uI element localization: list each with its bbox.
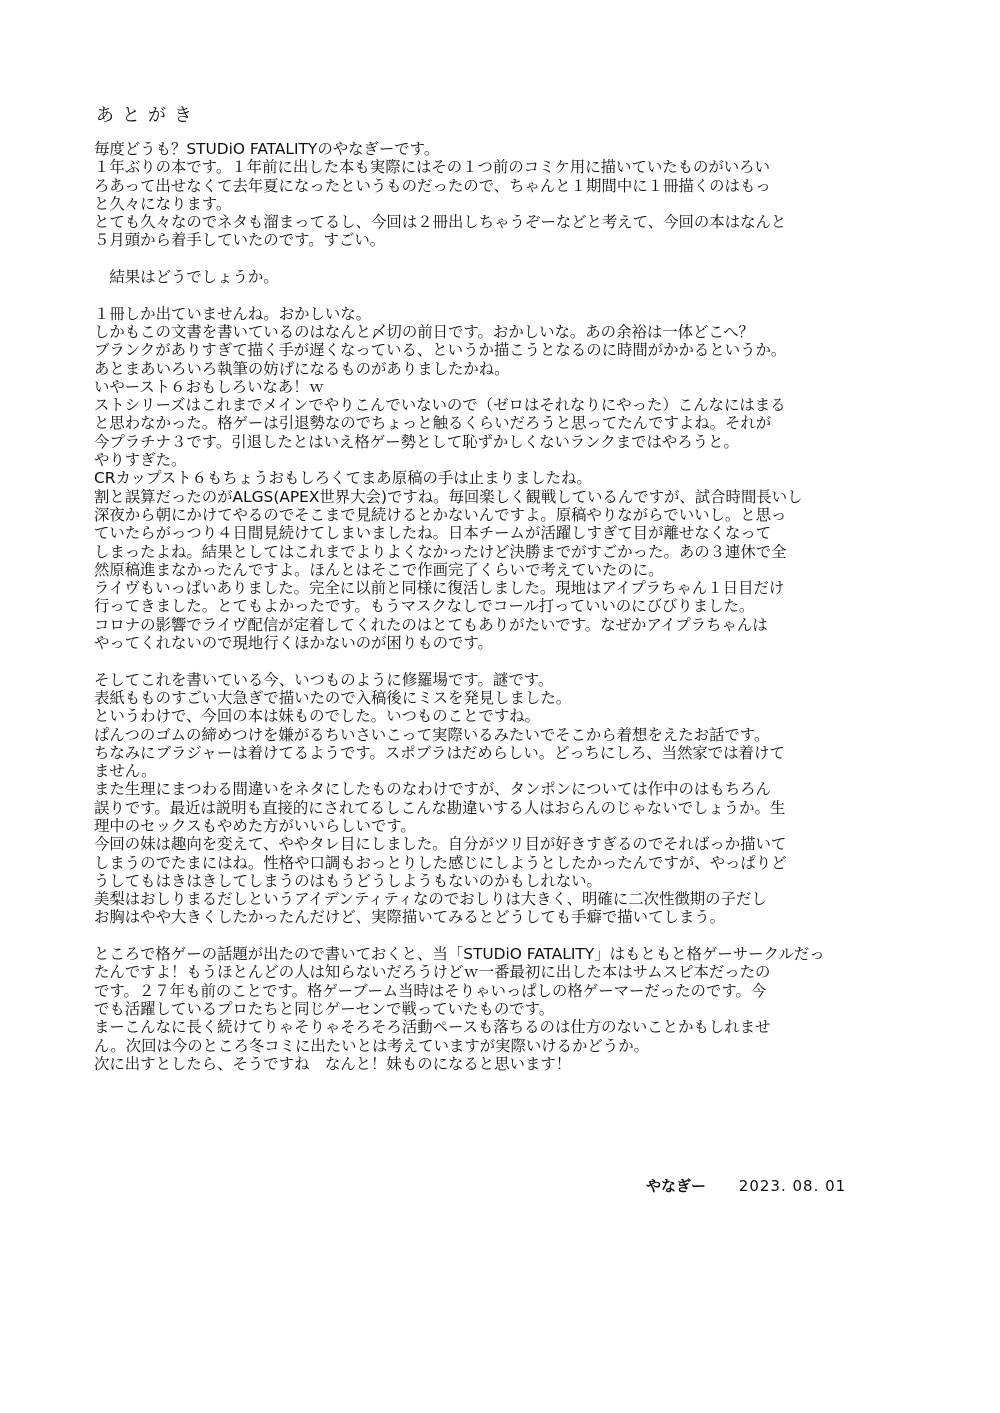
text-line: ていたらがっつり４日間見続けてしまいましたね。日本チームが活躍しすぎて目が離せなくなって [94,524,772,543]
text-line: あとまあいろいろ執筆の妨げになるものがありましたかね。 [94,359,510,378]
text-line: 誤りです。最近は説明も直接的にされてるしこんな勘違いする人はおらんのじゃないでしょうか。生 [94,798,786,817]
text-line: ぱんつのゴムの締めつけを嫌がるちいさいこって実際いるみたいでそこから着想をえたお話です。 [94,725,770,744]
author-name: やなぎー [646,1177,707,1195]
text-line: 今プラチナ３です。引退したとはいえ格ゲー勢として恥ずかしくないランクまではやろうと。 [94,432,739,451]
text-line: うしてもはきはきしてしまうのはもうどうしようもないのかもしれない。 [94,871,602,890]
text-line: 結果はどうでしょうか。 [94,268,279,287]
text-line: いやースト６おもしろいなあ！ｗ [94,377,325,396]
paragraph-gap [94,652,914,670]
text-line: 毎度どうも？STUDiO FATALITYのやなぎーです。 [94,140,440,158]
signature-date: 2023. 08. 01 [738,1177,847,1195]
paragraph [94,268,914,286]
text-line: １年ぶりの本です。１年前に出した本も実際にはその１つ前のコミケ用に描いていたものがいろい [94,158,770,177]
text-line: ところで格ゲーの話題が出たので書いておくと、当「STUDiO FATALITY」はもともと格ゲーサークルだっ [94,945,825,964]
signature-block [646,1176,846,1196]
text-line: しまうのでたまにはね。性格や口調もおっとりした感じにしようとしたかったんですが、やっぱりど [94,853,787,872]
text-line: 次に出すとしたら、そうですね なんと！妹ものになると思います！ [94,1054,572,1073]
text-line: とても久々なのでネタも溜まってるし、今回は２冊出しちゃうぞーなどと考えて、今回の本はなんと [94,213,787,232]
text-line: というわけで、今回の本は妹ものでした。いつものことですね。 [94,707,541,726]
text-line: お胸はやや大きくしたかったんだけど、実際描いてみるとどうしても手癖で描いてしまう。 [94,908,726,927]
text-line: でも活躍しているプロたちと同じゲーセンで戦っていたものです。 [94,999,555,1018]
text-line: たんですよ！もうほとんどの人は知らないだろうけどｗ一番最初に出した本はサムスピ本だったの [94,963,771,982]
paragraph [94,305,914,653]
text-line: まーこんなに長く続けてりゃそりゃそろそろ活動ペースも落ちるのは仕方のないことかもしれませ [94,1018,771,1037]
text-line: です。２７年も前のことです。格ゲーブーム当時はそりゃいっぱしの格ゲーマーだったのです。今 [94,981,767,1000]
page-title: あとがき [96,105,200,126]
text-line: ライヴもいっぱいありました。完全に以前と同様に復活しました。現地はアイプラちゃん１日目だけ [94,579,785,598]
text-line: と思わなかった。格ゲーは引退勢なのでちょっと触るくらいだろうと思ってたんですよね。それが [94,414,772,433]
text-line: また生理にまつわる間違いをネタにしたものなわけですが、タンポンについては作中のはもちろん [94,780,771,799]
text-line: 割と誤算だったのがALGS(APEX世界大会)ですね。毎回楽しく観戦しているんですが、試合時間長いし [94,487,803,506]
text-line: と久々になります。 [94,194,232,213]
text-line: やりすぎた。 [94,451,187,470]
text-line: ストシリーズはこれまでメインでやりこんでいないので（ゼロはそれなりにやった）こんなにはまる [94,396,786,415]
text-line: ちなみにブラジャーは着けてるようです。スポブラはだめらしい。どっちにしろ、当然家では着けて [94,743,785,762]
text-line: しかもこの文書を書いているのはなんと〆切の前日です。おかしいな。あの余裕は一体どこへ？ [94,322,754,341]
text-line: 表紙もものすごい大急ぎで描いたので入稿後にミスを発見しました。 [94,688,572,707]
text-line: 深夜から朝にかけてやるのでそこまで見続けるとかないんですよ。原稿やりながらでいいし。と思っ [94,505,787,524]
text-line: 行ってきました。とてもよかったです。もうマスクなしでコール打っていいのにびびりました。 [94,597,755,616]
text-line: 理中のセックスもやめた方がいいらしいです。 [94,816,416,835]
text-line: ろあって出せなくて去年夏になったというものだったので、ちゃんと１期間中に１冊描くのはもっ [94,176,771,195]
paragraph [94,945,914,1073]
paragraph-gap [94,927,914,945]
text-line: 今回の妹は趣向を変えて、ややタレ目にしました。自分がツリ目が好きすぎるのでそればっか描いて [94,835,787,854]
text-line: CRカップスト６もちょうおもしろくてまあ原稿の手は止まりましたね。 [94,469,592,488]
text-line: やってくれないので現地行くほかないのが困りものです。 [94,634,493,653]
text-line: １冊しか出ていませんね。おかしいな。 [94,304,372,323]
text-line: ブランクがありすぎて描く手が遅くなっている、というか描こうとなるのに時間がかかるというか。 [94,341,787,360]
text-line: 美梨はおしりまるだしというアイデンティティなのでおしりは大きく、明確に二次性徴期の子だし [94,890,767,909]
text-line: ません。 [94,762,157,781]
paragraph [94,671,914,927]
paragraph-gap [94,250,914,268]
text-line: コロナの影響でライヴ配信が定着してくれたのはとてもありがたいです。なぜかアイプラちゃんは [94,615,768,634]
text-line: ん。次回は今のところ冬コミに出たいとは考えていますが実際いけるかどうか。 [94,1036,649,1055]
paragraph-gap [94,286,914,304]
text-line: ５月頭から着手していたのです。すごい。 [94,231,386,250]
text-line: しまったよね。結果としてはこれまでよりよくなかったけど決勝までがすごかった。あの３連休で全 [94,542,787,561]
text-line: 然原稿進まなかったんですよ。ほんとはそこで作画完了くらいで考えていたのに。 [94,560,664,579]
paragraph [94,140,914,250]
text-line: そしてこれを書いている今、いつものように修羅場です。謎です。 [94,670,554,689]
afterword-body [94,140,914,1073]
